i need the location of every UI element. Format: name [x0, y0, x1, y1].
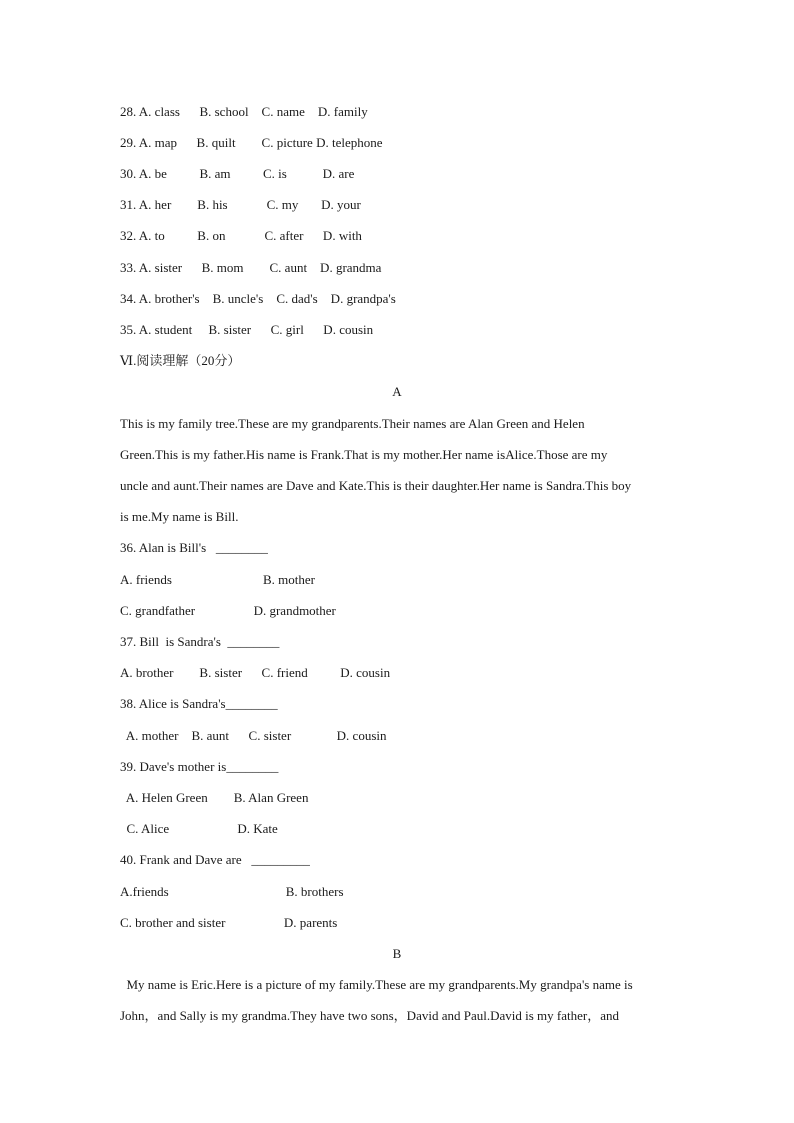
- question-31-options: 31. A. her B. his C. my D. your: [120, 197, 361, 212]
- question-29-options: 29. A. map B. quilt C. picture D. telephone: [120, 135, 383, 150]
- question-40-options-ab: A.friends B. brothers: [120, 884, 344, 899]
- question-34-options: 34. A. brother's B. uncle's C. dad's D. grandpa's: [120, 291, 396, 306]
- question-28-options: 28. A. class B. school C. name D. family: [120, 104, 368, 119]
- question-36-options-ab: A. friends B. mother: [120, 572, 315, 587]
- question-38-options: A. mother B. aunt C. sister D. cousin: [120, 728, 387, 743]
- question-38: 38. Alice is Sandra's________: [120, 696, 278, 711]
- passage-a-line-2: Green.This is my father.His name is Frank.That is my mother.Her name isAlice.Those are my: [120, 447, 608, 462]
- question-39: 39. Dave's mother is________: [120, 759, 279, 774]
- question-36-options-cd: C. grandfather D. grandmother: [120, 603, 336, 618]
- question-37: 37. Bill is Sandra's ________: [120, 634, 280, 649]
- passage-b-label: B: [392, 946, 402, 961]
- question-33-options: 33. A. sister B. mom C. aunt D. grandma: [120, 260, 382, 275]
- question-37-options: A. brother B. sister C. friend D. cousin: [120, 665, 391, 680]
- question-39-options-ab: A. Helen Green B. Alan Green: [120, 790, 309, 805]
- question-40-options-cd: C. brother and sister D. parents: [120, 915, 338, 930]
- question-30-options: 30. A. be B. am C. is D. are: [120, 166, 355, 181]
- passage-a-line-3: uncle and aunt.Their names are Dave and Kate.This is their daughter.Her name is Sandra.This boy: [120, 478, 632, 493]
- passage-b-line-1: My name is Eric.Here is a picture of my family.These are my grandparents.My grandpa's name is: [120, 977, 633, 992]
- question-39-options-cd: C. Alice D. Kate: [120, 821, 278, 836]
- passage-a-label: A: [392, 384, 402, 399]
- question-35-options: 35. A. student B. sister C. girl D. cousin: [120, 322, 374, 337]
- passage-b-line-2: John，and Sally is my grandma.They have two sons，David and Paul.David is my father，and: [120, 1008, 619, 1023]
- question-36: 36. Alan is Bill's ________: [120, 540, 268, 555]
- section-heading-reading: Ⅵ.阅读理解（20分）: [120, 353, 241, 368]
- question-40: 40. Frank and Dave are _________: [120, 852, 310, 867]
- passage-a-line-1: This is my family tree.These are my grandparents.Their names are Alan Green and Helen: [120, 416, 585, 431]
- question-32-options: 32. A. to B. on C. after D. with: [120, 228, 362, 243]
- passage-a-line-4: is me.My name is Bill.: [120, 509, 239, 524]
